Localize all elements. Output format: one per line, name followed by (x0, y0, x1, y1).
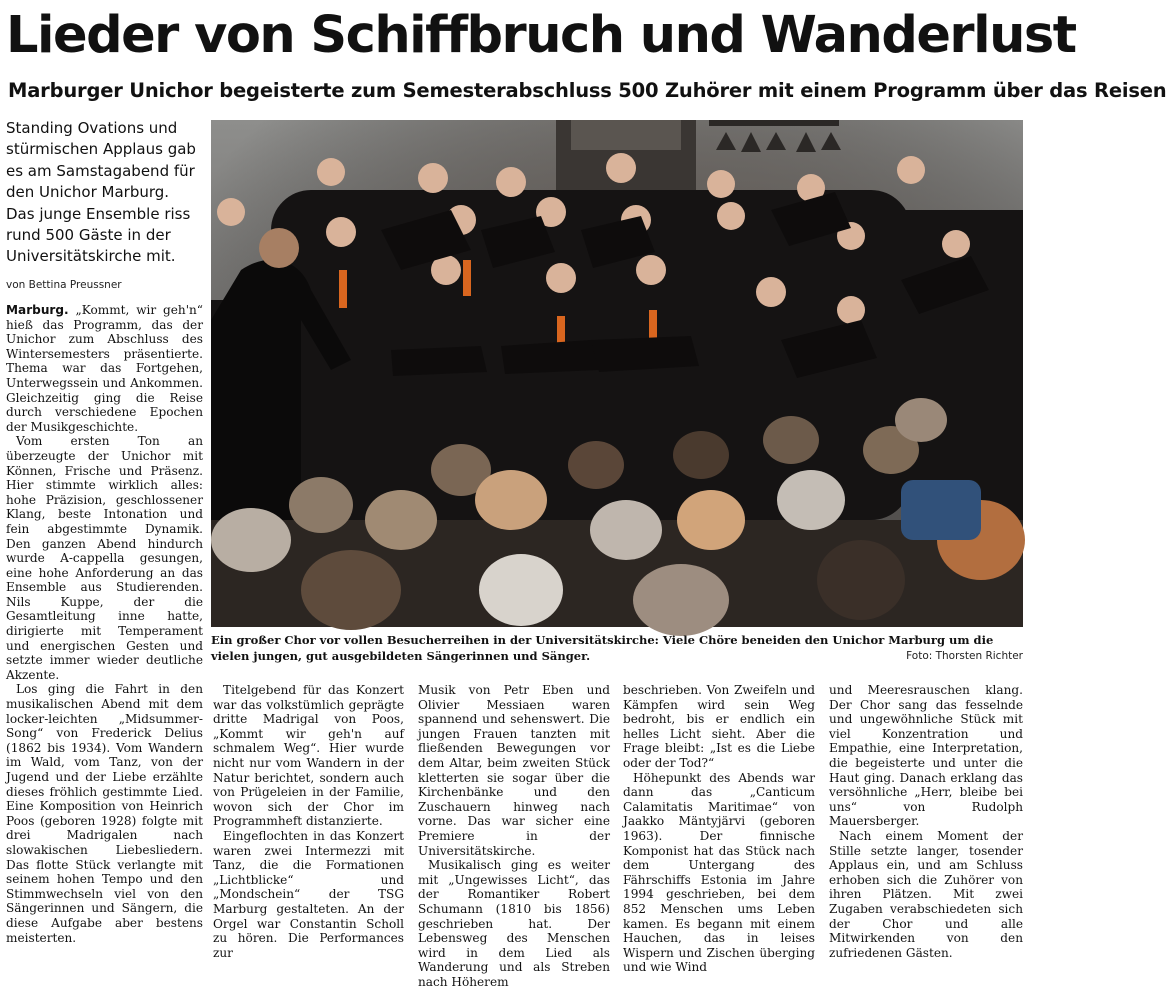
body-paragraph: beschrieben. Von Zweifeln und Kämpfen wird sein Weg bedroht, bis er endlich ein helles Licht sieht. Aber die Frage bleibt: „Ist es die Liebe oder der Tod?“ (623, 683, 815, 770)
body-paragraph: Musikalisch ging es weiter mit „Ungewisses Licht“, das der Romantiker Robert Schumann (1810 bis 1856) geschrieben hat. Der Lebensweg des Menschen wird in dem Lied als Wanderung und als Streben nach Höherem (418, 858, 610, 989)
dateline: Marburg. (6, 303, 69, 317)
author-byline: von Bettina Preussner (6, 279, 122, 291)
article-column-2 (213, 683, 404, 960)
headline: Lieder von Schiffbruch und Wanderlust (6, 6, 1076, 65)
caption-text: Ein großer Chor vor vollen Besucherreihen in der Universitätskirche: Viele Chöre beneiden den Unichor Marburg um die vielen jungen, gut ausgebildeten Sängerinnen und Sänger. (211, 633, 994, 663)
body-paragraph: Musik von Petr Eben und Olivier Messiaen waren spannend und sehenswert. Die jungen Frauen tanzten mit fließenden Bewegungen vor dem Altar, beim zweiten Stück kletterten sie sogar über die Kirchenbänke und den Zuschauern hinweg nach vorne. Das war sicher eine Premiere in der Universitätskirche. (418, 683, 610, 858)
body-paragraph: Vom ersten Ton an überzeugte der Unichor mit Können, Frische und Präsenz. Hier stimmte wirklich alles: hohe Präzision, geschlossener Klang, beste Intonation und fein abgestimmte Dynamik. Den ganzen Abend hindurch wurde A-cappella gesungen, eine hohe Anforderung an das Ensemble aus Studierenden. Nils Kuppe, der die Gesamtleitung inne hatte, dirigierte mit Temperament und energischen Gesten und setzte immer wieder deutliche Akzente. (6, 434, 203, 682)
body-paragraph: Nach einem Moment der Stille setzte langer, tosender Applaus ein, und am Schluss erhoben sich die Zuhörer von ihren Plätzen. Mit zwei Zugaben verabschiedeten sich der Chor und alle Mitwirkenden von den zufriedenen Gästen. (829, 828, 1023, 960)
body-paragraph: Titelgebend für das Konzert war das volkstümlich geprägte dritte Madrigal von Poos, „Kommt wir geh'n auf schmalem Weg“. Hier wurde nicht nur vom Wandern in der Natur berichtet, sondern auch von Prügeleien in der Familie, wovon sich der Chor im Programmheft distanzierte. (213, 683, 404, 829)
photo-credit: Foto: Thorsten Richter (906, 650, 1023, 662)
body-paragraph: Los ging die Fahrt in den musikalischen Abend mit dem locker-leichten „Midsummer-Song“ von Frederick Delius (1862 bis 1934). Vom Wandern im Wald, vom Tanz, von der Jugend und der Liebe erzählte dieses fröhlich gestimmte Lied. Eine Komposition von Heinrich Poos (geboren 1928) folgte mit drei Madrigalen nach slowakischen Liebesliedern. Das flotte Stück verlangte mit seinem hohen Tempo und den Stimmwechseln viel von den Sängerinnen und Sängern, die diese Aufgabe aber bestens meisterten. (6, 682, 203, 945)
body-paragraph: und Meeresrauschen klang. Der Chor sang das fesselnde und ungewöhnliche Stück mit viel Konzentration und Empathie, eine Interpretation, die begeisterte und unter die Haut ging. Danach erklang das versöhnliche „Herr, bleibe bei uns“ von Rudolph Mauersberger. (829, 683, 1023, 829)
article-column-4 (623, 683, 815, 975)
choir-photo (211, 120, 1023, 627)
body-paragraph (6, 303, 203, 434)
article-column-1 (6, 303, 203, 945)
teaser: Standing Ovations und stürmischen Applaus gab es am Samstagabend für den Unichor Marburg. Das junge Ensemble riss rund 500 Gäste in der Universitätskirche mit. (6, 119, 196, 266)
body-text: „Kommt, wir geh'n“ hieß das Programm, das der Unichor zum Abschluss des Wintersemesters präsentierte. Thema war das Fortgehen, Unterwegssein und Ankommen. Gleichzeitig ging die Reise durch verschiedene Epochen der Musikgeschichte. (6, 303, 203, 434)
subheadline: Marburger Unichor begeisterte zum Semesterabschluss 500 Zuhörer mit einem Programm über das Reisen (8, 79, 1166, 102)
body-paragraph: Höhepunkt des Abends war dann das „Canticum Calamitatis Maritimae“ von Jaakko Mäntyjärvi (geboren 1963). Der finnische Komponist hat das Stück nach dem Untergang des Fährschiffs Estonia im Jahre 1994 geschrieben, bei dem 852 Menschen ums Leben kamen. Es begann mit einem Hauchen, das in leises Wispern und Zischen überging und wie Wind (623, 770, 815, 975)
photo-caption (211, 632, 1023, 664)
body-paragraph: Eingeflochten in das Konzert waren zwei Intermezzi mit Tanz, die die Formationen „Lichtblicke“ und „Mondschein“ der TSG Marburg gestalteten. An der Orgel war Constantin Scholl zu hören. Die Performances zur (213, 828, 404, 960)
article-column-3 (418, 683, 610, 989)
article-column-5 (829, 683, 1023, 960)
